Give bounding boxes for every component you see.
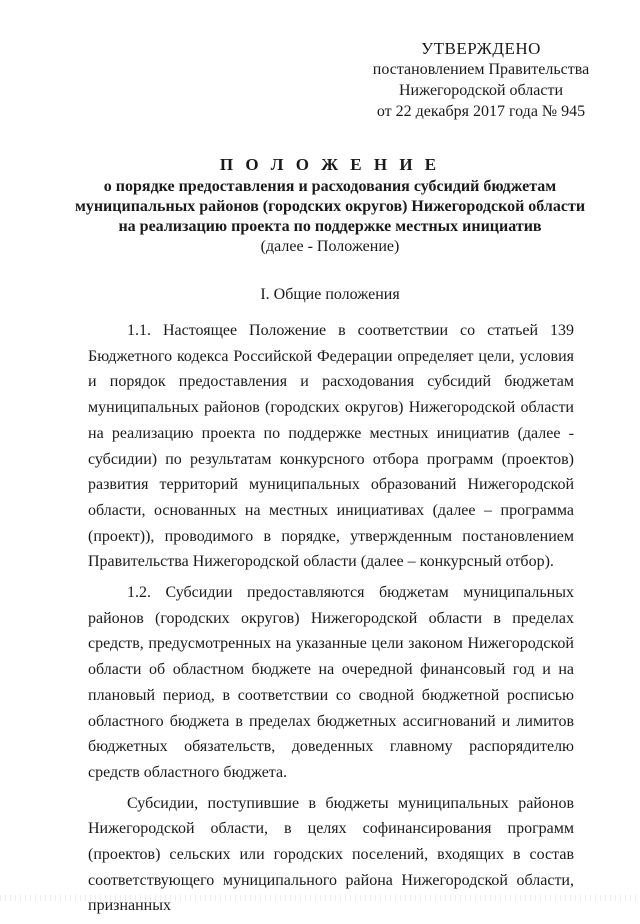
document-subtitle-line-3: на реализацию проекта по поддержке местных инициатив xyxy=(118,218,542,235)
scan-edge-artifact xyxy=(0,895,640,901)
section-heading: I. Общие положения xyxy=(260,286,400,303)
document-subtitle-line-2: муниципальных районов (городских округов) Нижегородской области xyxy=(74,198,586,215)
paragraph-1-1: 1.1. Настоящее Положение в соответствии со статьей 139 Бюджетного кодекса Российской Федерации определяет цели, условия и порядок предоставления и расходования субсидий бюджетам муниципальных районов (городских округов) Нижегородской области на реализацию проекта по поддержке местных инициатив (далее - субсидии) по результатам конкурсного отбора программ (проектов) развития территорий муниципальных образований Нижегородской области, основанных на местных инициативах (далее – программа (проект)), проводимого в порядке, утвержденным постановлением Правительства Нижегородской области (далее – конкурсный отбор). xyxy=(88,322,574,571)
approval-title: УТВЕРЖДЕНО xyxy=(421,39,541,58)
document-title-note: (далее - Положение) xyxy=(260,238,400,255)
approval-stamp xyxy=(356,38,606,122)
approval-line-1: постановлением Правительства xyxy=(372,61,590,78)
approval-line-3: от 22 декабря 2017 года № 945 xyxy=(376,103,586,120)
document-body xyxy=(88,318,574,924)
document-title-main: П О Л О Ж Е Н И Е xyxy=(219,155,441,174)
paragraph-1-2: 1.2. Субсидии предоставляются бюджетам муниципальных районов (городских округов) Нижегородской области в пределах средств, предусмотренных на указанные цели законом Нижегородской области об областном бюджете на очередной финансовый год и на плановый период, в соответствии со сводной бюджетной росписью областного бюджета в пределах бюджетных ассигнований и лимитов бюджетных обязательств, доведенных главному распорядителю средств областного бюджета. xyxy=(88,584,574,781)
document-title xyxy=(60,155,600,257)
approval-line-2: Нижегородской области xyxy=(398,82,563,99)
document-subtitle-line-1: о порядке предоставления и расходования субсидий бюджетам xyxy=(103,178,557,195)
paragraph-subsidies: Субсидии, поступившие в бюджеты муниципальных районов Нижегородской области, в целях софинансирования программ (проектов) сельских или городских поселений, входящих в состав соответствующего муниципального района Нижегородской области, признанных xyxy=(88,794,574,915)
